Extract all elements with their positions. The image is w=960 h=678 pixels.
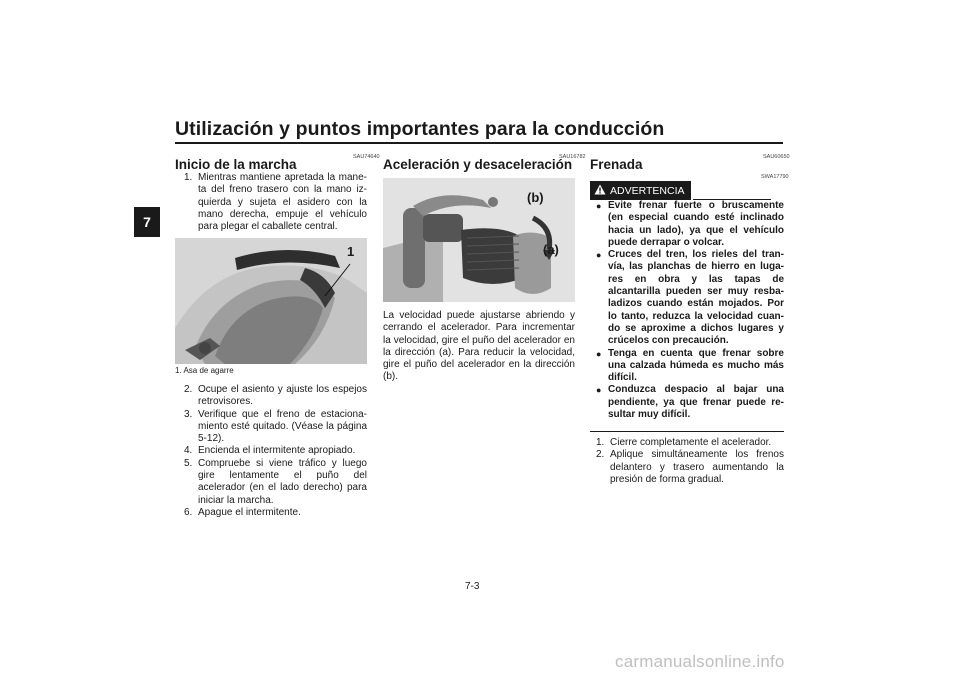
figure-throttle <box>383 178 575 302</box>
brake-steps <box>596 437 784 486</box>
bullet-icon: ● <box>596 201 602 211</box>
start-steps-b <box>184 384 367 519</box>
figure-callout-1: 1 <box>347 244 355 259</box>
list-item: 6. Apague el intermitente. <box>184 506 301 518</box>
figure-scooter-seat <box>175 238 367 364</box>
scooter-seat-illustration <box>175 238 367 364</box>
bullet-icon: ● <box>596 250 602 261</box>
section-code-start: SAU74640 <box>353 154 380 160</box>
section-code-accel: SAU16782 <box>559 154 586 160</box>
list-item: 5. Compruebe si viene tráfico y luego gire lentamente el puño del acelerador (en el lado derecho) para iniciar la marcha. <box>184 457 367 506</box>
warning-header <box>590 181 771 200</box>
list-item: 2. Aplique simultáneamente los frenos delantero y trasero aumentando la presión de forma gradual. <box>596 449 784 485</box>
figure-caption: 1. Asa de agarre <box>175 366 234 375</box>
bullet-icon: ● <box>596 348 602 359</box>
warning-triangle-icon <box>594 184 606 198</box>
bullet-icon: ● <box>596 385 602 396</box>
direction-label-a: (a) <box>543 242 559 257</box>
list-item: 1. Mientras mantiene apretada la mane-ta del freno trasero con la mano iz-quierda y sujeta el asidero con la mano derecha, empuje el vehículo para plegar el caballete central. <box>184 172 367 233</box>
throttle-illustration <box>383 178 575 302</box>
watermark: carmanualsonline.info <box>615 652 785 671</box>
list-item: 4. Encienda el intermitente apropiado. <box>184 445 356 457</box>
warning-code: SWA17790 <box>761 174 789 180</box>
list-item: ● Tenga en cuenta que frenar sobre una calzada húmeda es mucho más difícil. <box>596 347 784 384</box>
section-code-brake: SAU60650 <box>763 154 790 160</box>
direction-label-b: (b) <box>527 190 544 205</box>
start-steps-a <box>184 172 367 233</box>
warning-end-rule <box>590 431 784 432</box>
heading-brake: Frenada <box>590 157 643 172</box>
list-item: 1. Cierre completamente el acelerador. <box>596 437 772 448</box>
list-item: ● Evite frenar fuerte o bruscamente (en especial cuando esté inclinado hacia un lado), ya que el vehículo puede derrapar o volcar. <box>596 200 784 248</box>
chapter-tab: 7 <box>134 207 160 237</box>
page-title: Utilización y puntos importantes para la conducción <box>175 118 665 140</box>
list-item: ● Cruces del tren, los rieles del tran-vía, las planchas de hierro en luga-res en obra y las tapas de alcantarilla pueden ser muy resba-ladizos cuando están mojados. Por lo tanto, reduzca la velocidad cuan-do se aproxime a dichos lugares y crúcelos con precaución. <box>596 249 784 347</box>
list-item: 3. Verifique que el freno de estaciona-miento esté quitado. (Véase la página 5-12). <box>184 408 367 445</box>
accel-text: La velocidad puede ajustarse abriendo y cerrando el acelerador. Para incrementar la velocidad, gire el puño del acelerador en la dirección (a). Para reducir la velocidad, gire el puño del acelerador en la dirección (b). <box>383 310 575 383</box>
warning-label: ADVERTENCIA <box>610 184 685 197</box>
page-number: 7-3 <box>465 581 480 592</box>
list-item: 2. Ocupe el asiento y ajuste los espejos retrovisores. <box>184 384 367 408</box>
heading-start: Inicio de la marcha <box>175 157 297 172</box>
title-rule <box>175 142 783 144</box>
list-item: ● Conduzca despacio al bajar una pendiente, ya que frenar puede re-sultar muy difícil. <box>596 384 784 421</box>
warning-list <box>596 200 784 421</box>
warning-badge <box>590 181 691 200</box>
heading-accel: Aceleración y desaceleración <box>383 157 573 172</box>
